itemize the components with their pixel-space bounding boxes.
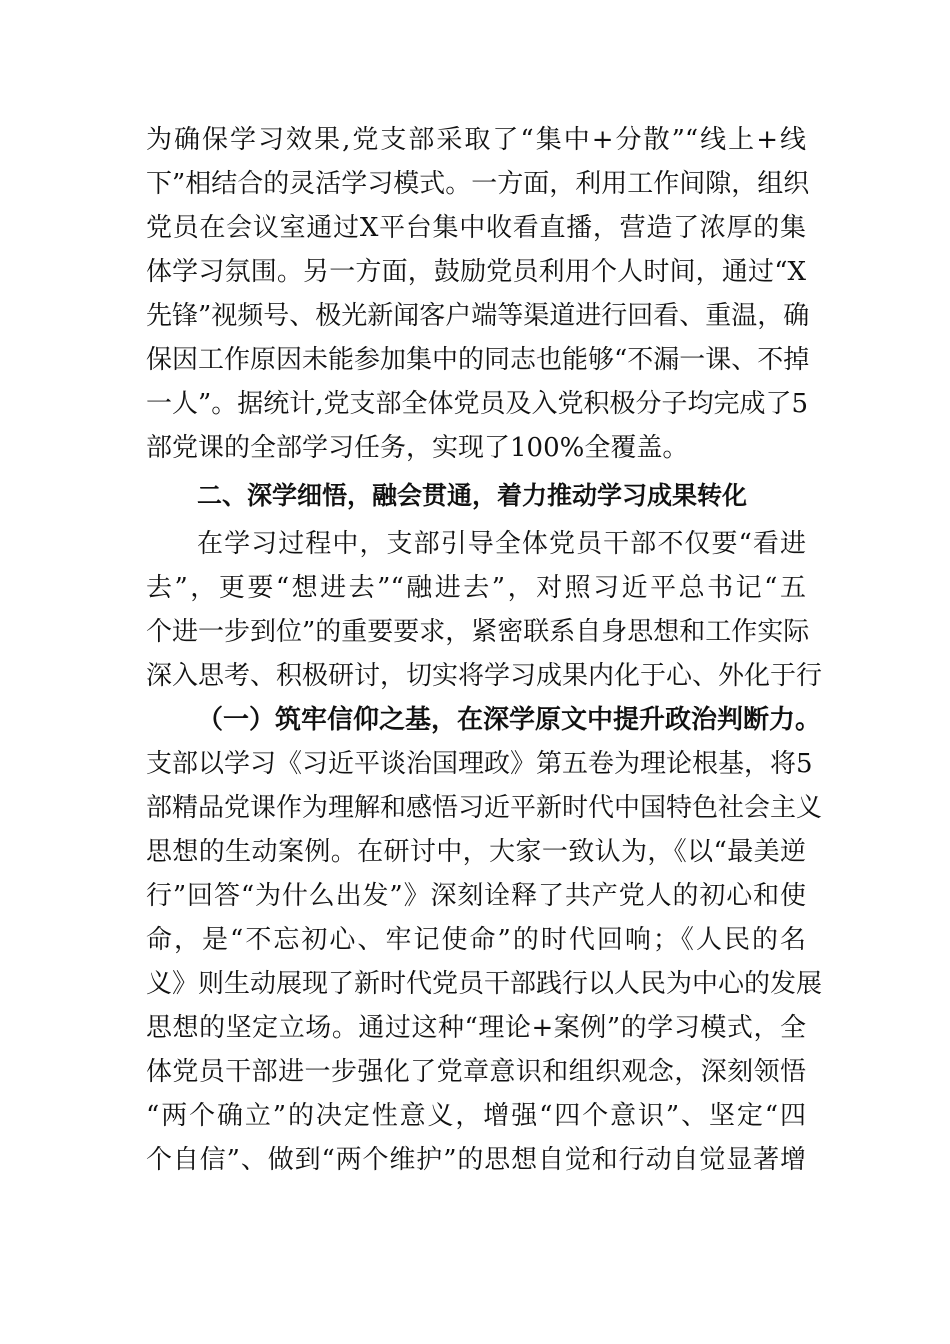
paragraph-line: 部党课的全部学习任务，实现了100%全覆盖。	[146, 433, 689, 463]
paragraph-line: 支部以学习《习近平谈治国理政》第五卷为理论根基，将5	[146, 749, 813, 779]
paragraph-line: 义》则生动展现了新时代党员干部践行以人民为中心的发展	[146, 969, 823, 999]
paragraph-line: 一人”。据统计,党支部全体党员及入党积极分子均完成了5	[146, 389, 809, 419]
paragraph-line: 思想的坚定立场。通过这种“理论+案例”的学习模式，全	[146, 1013, 806, 1043]
paragraph-line: 下”相结合的灵活学习模式。一方面，利用工作间隙，组织	[146, 169, 810, 199]
subsection-heading: （一）筑牢信仰之基，在深学原文中提升政治判断力。	[197, 705, 822, 735]
paragraph-line: 去”，更要“想进去”“融进去”，对照习近平总书记“五	[146, 573, 806, 603]
paragraph-line: 为确保学习效果,党支部采取了“集中+分散”“线上+线	[146, 125, 806, 155]
paragraph-line: 个进一步到位”的重要要求，紧密联系自身思想和工作实际	[146, 617, 810, 647]
paragraph-line: 在学习过程中，支部引导全体党员干部不仅要“看进	[197, 529, 806, 559]
paragraph-line: 个自信”、做到“两个维护”的思想自觉和行动自觉显著增	[146, 1145, 806, 1175]
paragraph-line: 命，是“不忘初心、牢记使命”的时代回响；《人民的名	[146, 925, 806, 955]
paragraph-line: “两个确立”的决定性意义，增强“四个意识”、坚定“四	[146, 1101, 806, 1131]
paragraph-line: 体学习氛围。另一方面，鼓励党员利用个人时间，通过“X	[146, 257, 806, 287]
paragraph-line: 先锋”视频号、极光新闻客户端等渠道进行回看、重温，确	[146, 301, 810, 331]
paragraph-line: 行”回答“为什么出发”》深刻诠释了共产党人的初心和使	[146, 881, 806, 911]
paragraph-line: 深入思考、积极研讨，切实将学习成果内化于心、外化于行	[146, 661, 823, 691]
paragraph-line: 保因工作原因未能参加集中的同志也能够“不漏一课、不掉	[146, 345, 810, 375]
paragraph-line: 体党员干部进一步强化了党章意识和组织观念，深刻领悟	[146, 1057, 806, 1087]
paragraph-line: 部精品党课作为理解和感悟习近平新时代中国特色社会主义	[146, 793, 823, 823]
paragraph-line: 思想的生动案例。在研讨中，大家一致认为，《以“最美逆	[146, 837, 806, 867]
paragraph-line: 党员在会议室通过X平台集中收看直播，营造了浓厚的集	[146, 213, 806, 243]
section-heading: 二、深学细悟，融会贯通，着力推动学习成果转化	[197, 481, 748, 510]
